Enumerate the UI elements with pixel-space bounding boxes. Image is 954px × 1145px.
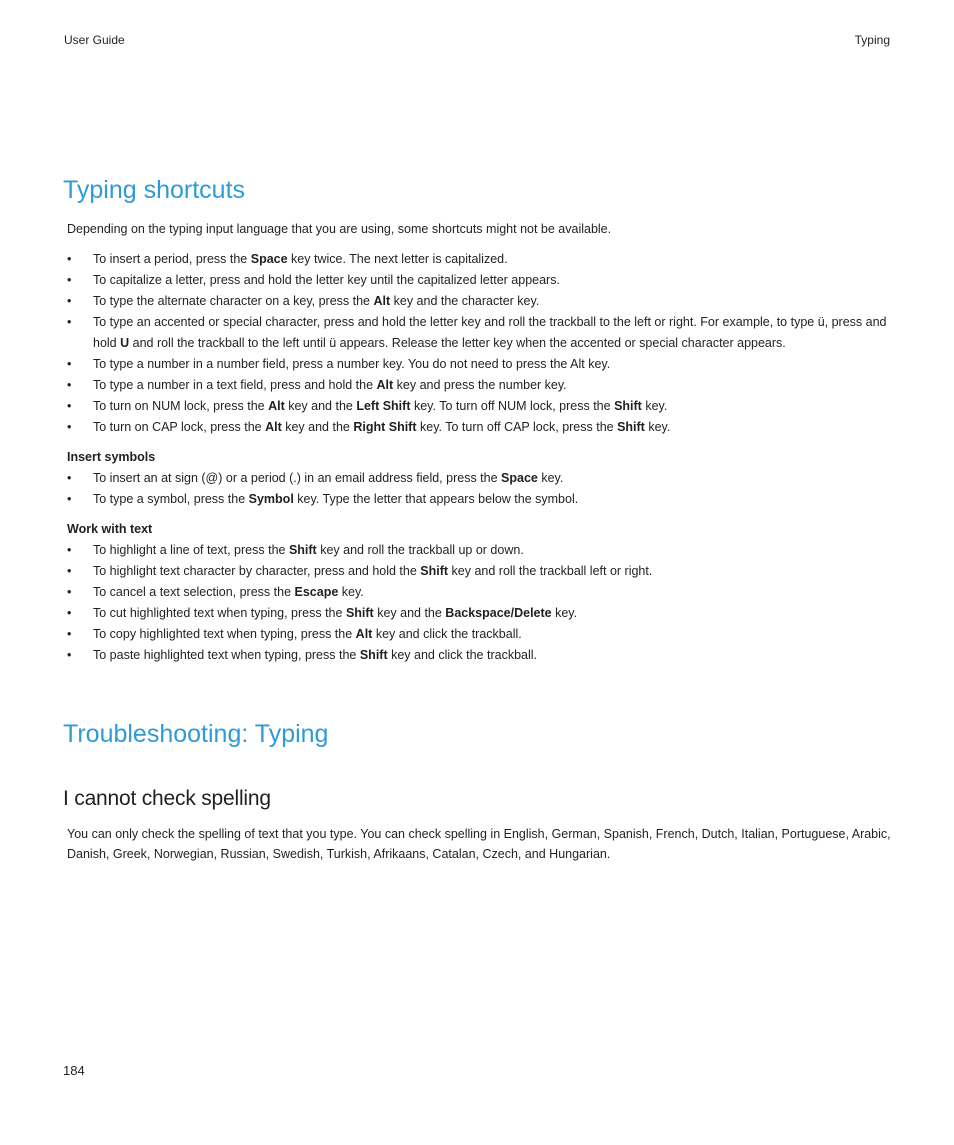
list-item bbox=[67, 468, 895, 489]
header-document-title: User Guide bbox=[64, 33, 125, 47]
list-item-text: key and the bbox=[284, 399, 357, 413]
list-item bbox=[67, 561, 895, 582]
bullet-icon: • bbox=[67, 543, 72, 557]
list-item-text: key. Type the letter that appears below the symbol. bbox=[293, 492, 579, 506]
list-item-text: key and press the number key. bbox=[393, 378, 567, 392]
key-name: Shift bbox=[420, 564, 449, 578]
insert-symbols-list bbox=[67, 468, 895, 510]
header-section-title: Typing bbox=[854, 33, 890, 47]
bullet-icon: • bbox=[67, 357, 72, 371]
bullet-icon: • bbox=[67, 378, 72, 392]
bullet-icon: • bbox=[67, 273, 72, 287]
list-item-text: key. bbox=[551, 606, 578, 620]
key-name: Escape bbox=[294, 585, 339, 599]
key-name: U bbox=[120, 336, 130, 350]
spelling-paragraph: You can only check the spelling of text that you type. You can check spelling in English, German, Spanish, French, Dutch, Italian, Portuguese, Arabic, Danish, Greek, Norwegian, Russian, Swedish, Turkish, Afrikaans, Catalan, Czech, and Hungarian. bbox=[67, 827, 891, 861]
list-item-text: To type an accented or special character, press and hold the letter key and roll the trackball to the left or right. For example, to type ü, press and hold bbox=[93, 315, 887, 350]
list-item-text: To type a number in a number field, press a number key. You do not need to press the Alt key. bbox=[93, 357, 611, 371]
section-title-typing-shortcuts: Typing shortcuts bbox=[63, 176, 246, 204]
key-name: Space bbox=[501, 471, 538, 485]
list-item bbox=[67, 624, 895, 645]
list-item-text: key and roll the trackball up or down. bbox=[316, 543, 524, 557]
key-name: Symbol bbox=[248, 492, 294, 506]
bullet-icon: • bbox=[67, 315, 72, 329]
work-with-text-list bbox=[67, 540, 895, 666]
key-name: Alt bbox=[355, 627, 373, 641]
list-item-text: key and the bbox=[281, 420, 354, 434]
shortcuts-list bbox=[67, 249, 895, 438]
list-item-text: To turn on CAP lock, press the bbox=[93, 420, 266, 434]
list-item-text: To turn on NUM lock, press the bbox=[93, 399, 269, 413]
bullet-icon: • bbox=[67, 492, 72, 506]
key-name: Alt bbox=[373, 294, 391, 308]
page-number: 184 bbox=[63, 1063, 85, 1078]
bullet-icon: • bbox=[67, 252, 72, 266]
list-item-text: key and click the trackball. bbox=[387, 648, 537, 662]
list-item-text: key. bbox=[641, 399, 668, 413]
key-name: Shift bbox=[345, 606, 374, 620]
list-item-text: key and the character key. bbox=[390, 294, 540, 308]
key-name: Space bbox=[250, 252, 288, 266]
list-item bbox=[67, 354, 895, 375]
bullet-icon: • bbox=[67, 399, 72, 413]
list-item bbox=[67, 249, 895, 270]
list-item-text: key and roll the trackball left or right. bbox=[448, 564, 653, 578]
intro-paragraph: Depending on the typing input language that you are using, some shortcuts might not be available. bbox=[67, 222, 612, 236]
subsection-title-spelling: I cannot check spelling bbox=[63, 787, 271, 810]
bullet-icon: • bbox=[67, 294, 72, 308]
list-item-text: To type the alternate character on a key, press the bbox=[93, 294, 374, 308]
subheading-insert-symbols: Insert symbols bbox=[67, 450, 156, 464]
list-item-text: To highlight a line of text, press the bbox=[93, 543, 289, 557]
bullet-icon: • bbox=[67, 564, 72, 578]
bullet-icon: • bbox=[67, 627, 72, 641]
list-item bbox=[67, 540, 895, 561]
list-item-text: To cancel a text selection, press the bbox=[93, 585, 295, 599]
list-item-text: To paste highlighted text when typing, press the bbox=[93, 648, 360, 662]
list-item-text: key. bbox=[338, 585, 364, 599]
list-item-text: key. bbox=[644, 420, 671, 434]
key-name: Shift bbox=[359, 648, 388, 662]
key-name: Right Shift bbox=[353, 420, 417, 434]
list-item-text: key. bbox=[537, 471, 564, 485]
bullet-icon: • bbox=[67, 471, 72, 485]
key-name: Alt bbox=[265, 420, 282, 434]
bullet-icon: • bbox=[67, 585, 72, 599]
list-item bbox=[67, 291, 895, 312]
list-item bbox=[67, 489, 895, 510]
list-item bbox=[67, 645, 895, 666]
key-name: Backspace/Delete bbox=[445, 606, 552, 620]
list-item bbox=[67, 417, 895, 438]
list-item bbox=[67, 270, 895, 291]
list-item-text: key and click the trackball. bbox=[372, 627, 522, 641]
key-name: Shift bbox=[288, 543, 317, 557]
list-item-text: key and the bbox=[373, 606, 446, 620]
bullet-icon: • bbox=[67, 420, 72, 434]
key-name: Shift bbox=[614, 399, 642, 413]
list-item-text: To highlight text character by character, press and hold the bbox=[93, 564, 421, 578]
list-item-text: To insert an at sign (@) or a period (.) in an email address field, press the bbox=[93, 471, 502, 485]
subheading-work-with-text: Work with text bbox=[67, 522, 153, 536]
section-title-troubleshooting: Troubleshooting: Typing bbox=[63, 720, 329, 748]
list-item-text: and roll the trackball to the left until ü appears. Release the letter key when the accented or special character appears. bbox=[129, 336, 786, 350]
list-item-text: To type a symbol, press the bbox=[93, 492, 249, 506]
key-name: Shift bbox=[617, 420, 645, 434]
list-item bbox=[67, 603, 895, 624]
list-item-text: key. To turn off CAP lock, press the bbox=[416, 420, 618, 434]
list-item bbox=[67, 396, 895, 417]
key-name: Alt bbox=[376, 378, 394, 392]
key-name: Alt bbox=[268, 399, 285, 413]
list-item bbox=[67, 375, 895, 396]
list-item-text: To type a number in a text field, press and hold the bbox=[93, 378, 377, 392]
key-name: Left Shift bbox=[356, 399, 411, 413]
list-item-text: To cut highlighted text when typing, press the bbox=[93, 606, 346, 620]
bullet-icon: • bbox=[67, 606, 72, 620]
bullet-icon: • bbox=[67, 648, 72, 662]
list-item-text: key. To turn off NUM lock, press the bbox=[410, 399, 615, 413]
list-item-text: To copy highlighted text when typing, press the bbox=[93, 627, 356, 641]
list-item-text: key twice. The next letter is capitalized. bbox=[287, 252, 508, 266]
list-item-text: To capitalize a letter, press and hold the letter key until the capitalized letter appears. bbox=[93, 273, 560, 287]
list-item bbox=[67, 582, 895, 603]
list-item bbox=[67, 312, 895, 354]
list-item-text: To insert a period, press the bbox=[93, 252, 251, 266]
